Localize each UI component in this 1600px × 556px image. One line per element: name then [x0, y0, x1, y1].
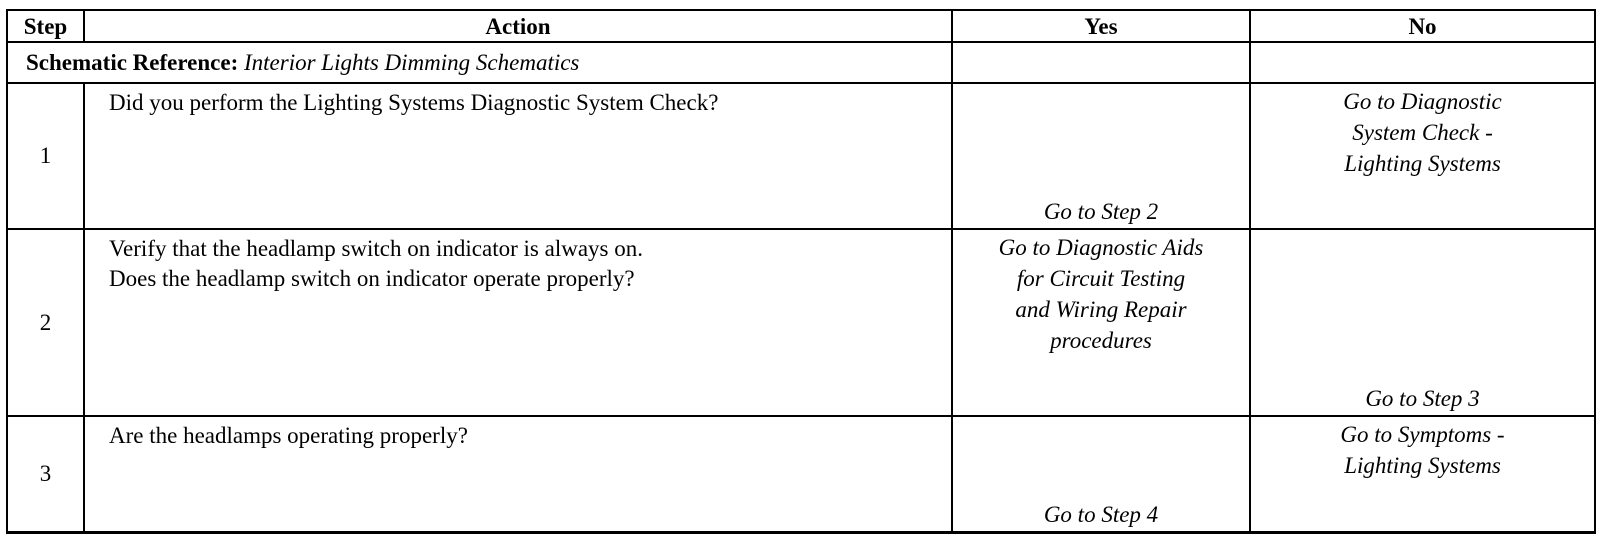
header-yes: Yes — [952, 10, 1250, 42]
action-cell — [84, 229, 952, 416]
header-action: Action — [84, 10, 952, 42]
no-cell — [1250, 83, 1595, 229]
yes-cell — [952, 83, 1250, 229]
no-link-line[interactable]: Lighting Systems — [1344, 453, 1501, 478]
yes-link-line[interactable]: for Circuit Testing — [1016, 266, 1186, 291]
step-number: 3 — [7, 416, 84, 532]
schematic-yes-cell — [952, 42, 1250, 83]
step-number: 1 — [7, 83, 84, 229]
yes-cell — [952, 229, 1250, 416]
action-cell — [84, 83, 952, 229]
no-link-line[interactable]: Go to Diagnostic — [1343, 89, 1502, 114]
schematic-reference-row — [7, 42, 1595, 83]
no-link-line[interactable]: Lighting Systems — [1344, 151, 1501, 176]
yes-cell — [952, 416, 1250, 532]
step-number: 2 — [7, 229, 84, 416]
action-line: Does the headlamp switch on indicator operate properly? — [109, 266, 635, 291]
table-row — [7, 83, 1595, 229]
action-line: Verify that the headlamp switch on indicator is always on. — [109, 236, 643, 261]
no-link-line[interactable]: System Check - — [1352, 120, 1493, 145]
header-step: Step — [7, 10, 84, 42]
yes-link-line[interactable]: and Wiring Repair — [1015, 297, 1187, 322]
schematic-reference-cell — [7, 42, 952, 83]
diagnostic-table — [6, 9, 1596, 534]
no-link[interactable]: Go to Step 3 — [1365, 386, 1480, 411]
no-cell — [1250, 416, 1595, 532]
header-no: No — [1250, 10, 1595, 42]
header-row — [7, 10, 1595, 42]
schematic-no-cell — [1250, 42, 1595, 83]
table-row — [7, 229, 1595, 416]
schematic-reference-link[interactable]: Interior Lights Dimming Schematics — [243, 49, 580, 75]
action-cell — [84, 416, 952, 532]
yes-link[interactable]: Go to Step 2 — [1043, 199, 1159, 224]
yes-link-line[interactable]: procedures — [1050, 328, 1152, 353]
no-cell — [1250, 229, 1595, 416]
action-line: Did you perform the Lighting Systems Diagnostic System Check? — [109, 90, 719, 115]
no-link-line[interactable]: Go to Symptoms - — [1340, 422, 1505, 447]
yes-link-line[interactable]: Go to Diagnostic Aids — [998, 235, 1204, 260]
schematic-reference-label: Schematic Reference: — [26, 49, 239, 75]
action-line: Are the headlamps operating properly? — [109, 423, 468, 448]
table-row — [7, 416, 1595, 532]
yes-link[interactable]: Go to Step 4 — [1043, 501, 1159, 527]
